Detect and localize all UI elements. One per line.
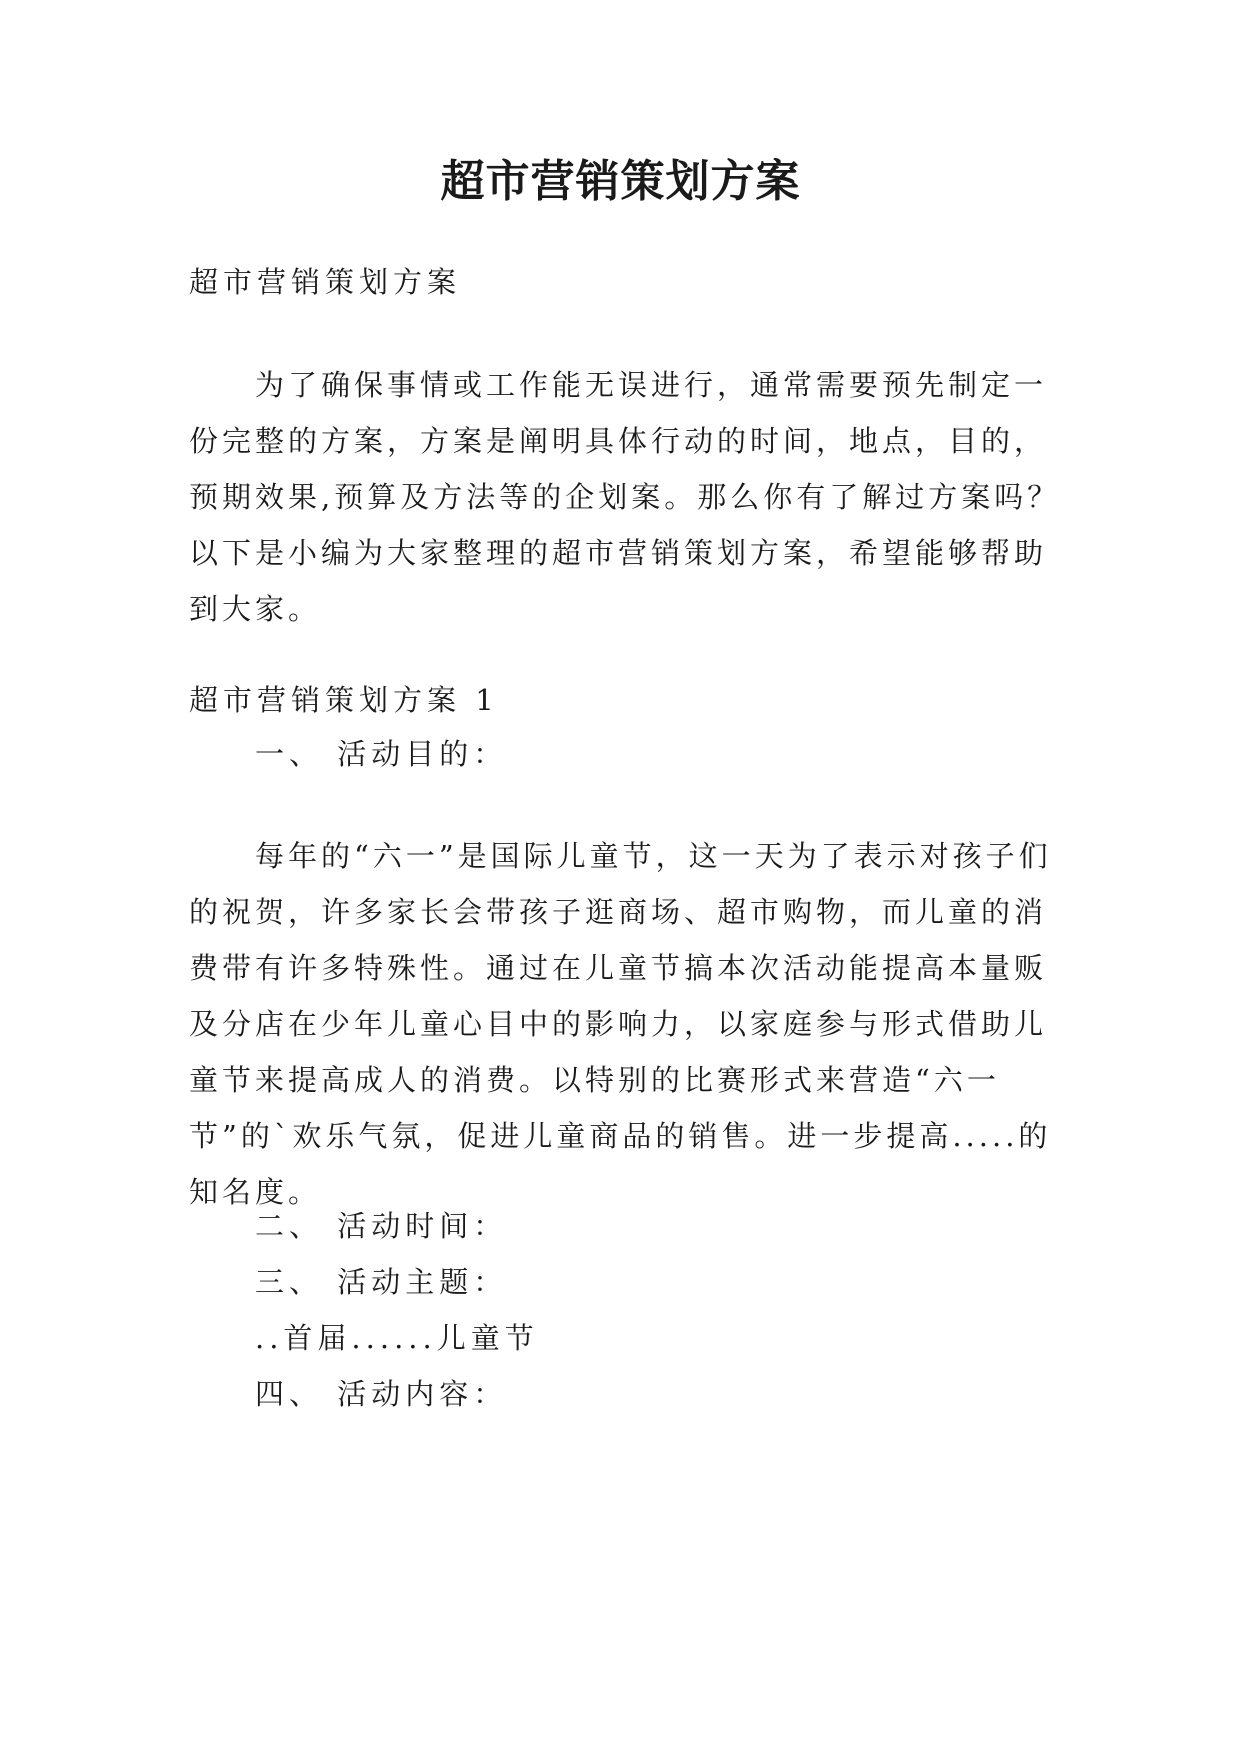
document-title: 超市营销策划方案: [440, 156, 801, 207]
intro-paragraph: 为了确保事情或工作能无误进行，通常需要预先制定一份完整的方案，方案是阐明具体行动的时间，地点，目的，预期效果,预算及方法等的企划案。那么你有了解过方案吗？以下是小编为大家整理的超市营销策划方案，希望能够帮助到大家。: [189, 368, 1061, 626]
purpose-paragraph: 每年的“六一”是国际儿童节，这一天为了表示对孩子们的祝贺，许多家长会带孩子逛商场、超市购物，而儿童的消费带有许多特殊性。通过在儿童节搞本次活动能提高本量贩及分店在少年儿童心目中的影响力，以家庭参与形式借助儿童节来提高成人的消费。以特别的比赛形式来营造“六一节”的`欢乐气氛，促进儿童商品的销售。进一步提高.....的知名度。: [189, 839, 1052, 1209]
document-subtitle: 超市营销策划方案: [189, 265, 462, 299]
theme-text: ..首届......儿童节: [255, 1321, 539, 1355]
item-content-heading: 四、 活动内容：: [255, 1377, 508, 1411]
item-purpose-heading: 一、 活动目的：: [255, 737, 508, 771]
item-time-heading: 二、 活动时间：: [255, 1209, 508, 1243]
section-heading: 超市营销策划方案 1: [189, 683, 499, 717]
item-theme-heading: 三、 活动主题：: [255, 1265, 508, 1299]
